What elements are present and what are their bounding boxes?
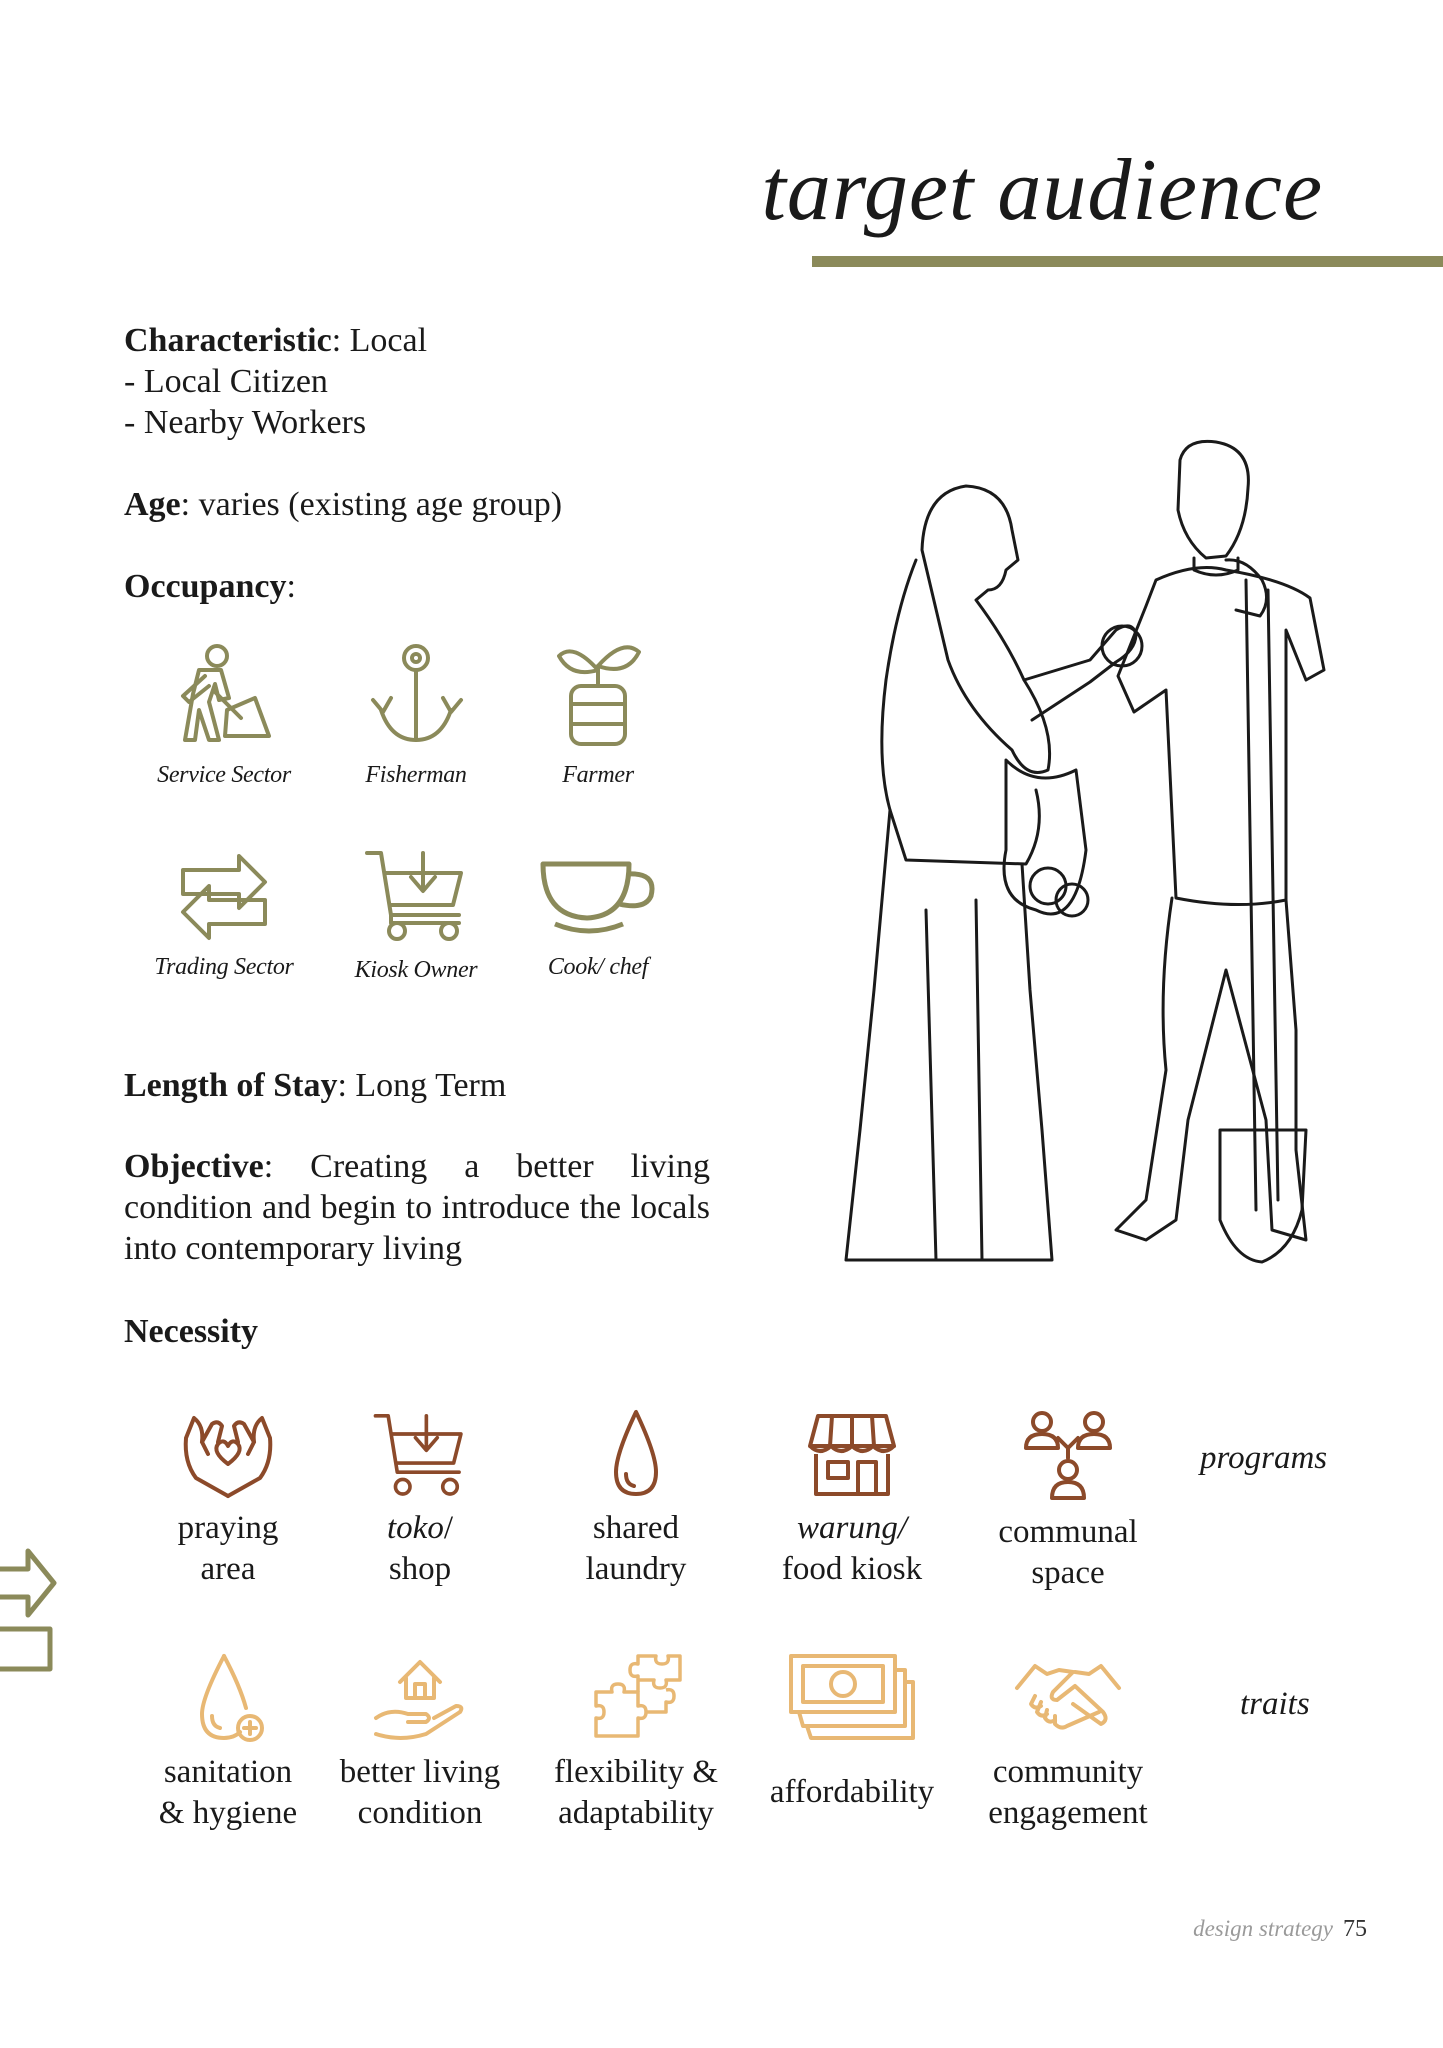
label-line-1: community — [992, 1754, 1144, 1790]
occupancy-label-text: Trading Sector — [154, 954, 294, 980]
trait-better-living-condition — [320, 1652, 520, 1834]
label-line-1: warung/ — [796, 1510, 908, 1546]
label-line-1: communal — [998, 1514, 1138, 1550]
occupancy-item-fisherman — [326, 640, 506, 789]
characteristic-value: : Local — [331, 322, 428, 359]
length-of-stay-line — [124, 1065, 506, 1106]
puzzle-icon — [586, 1652, 686, 1744]
label-line-2: space — [1031, 1555, 1105, 1591]
length-of-stay-value: : Long Term — [337, 1067, 507, 1104]
program-label — [752, 1508, 952, 1590]
characteristic-block — [124, 320, 744, 443]
page-number: 75 — [1343, 1916, 1367, 1942]
occupancy-item-farmer — [508, 640, 688, 789]
water-drop-icon — [586, 1408, 686, 1500]
program-label — [968, 1512, 1168, 1594]
label-line-1: sanitation — [163, 1754, 293, 1790]
label-line-1: shared — [592, 1510, 680, 1546]
occupancy-label-text: Service Sector — [157, 762, 291, 788]
trait-label — [320, 1752, 520, 1834]
label-line-1: affordability — [769, 1774, 935, 1810]
necessity-label: Necessity — [124, 1313, 259, 1350]
characteristic-line — [124, 320, 744, 361]
occupancy-label: Occupancy — [124, 568, 287, 605]
handshake-icon — [1013, 1652, 1123, 1744]
trait-label — [536, 1752, 736, 1834]
age-value: : varies (existing age group) — [180, 486, 563, 523]
label-line-2: & hygiene — [158, 1795, 298, 1831]
program-shared-laundry — [536, 1408, 736, 1590]
program-label — [128, 1508, 328, 1590]
programs-row-label: programs — [1200, 1440, 1328, 1476]
anchor-icon — [361, 640, 471, 750]
age-line — [124, 484, 562, 525]
trait-flexibility-adaptability — [536, 1652, 736, 1834]
characteristic-item: - Nearby Workers — [124, 404, 367, 441]
occupancy-suffix: : — [286, 568, 296, 605]
trait-sanitation-hygiene — [128, 1652, 328, 1834]
exchange-arrows-icon — [169, 852, 279, 942]
trait-label — [968, 1752, 1168, 1834]
title-underline — [812, 256, 1443, 267]
characteristic-item: - Local Citizen — [124, 363, 328, 400]
label-line-2: condition — [357, 1795, 483, 1831]
page-footer — [1193, 1916, 1367, 1943]
occupancy-item-service-sector — [134, 640, 314, 789]
objective-value: : Creating a better living condition and begin to introduce the locals into contemporary living — [124, 1148, 710, 1267]
objective-paragraph — [124, 1146, 710, 1269]
label-line-2: adaptability — [558, 1795, 714, 1831]
page-title: target audience — [761, 142, 1323, 239]
label-line-1: praying — [177, 1510, 279, 1546]
kiosk-store-icon — [802, 1408, 902, 1500]
occupancy-heading — [124, 566, 296, 607]
label-line-1: better living — [339, 1754, 501, 1790]
label-line-2: food kiosk — [781, 1551, 923, 1587]
label-line-1: toko — [387, 1510, 444, 1546]
program-label — [536, 1508, 736, 1590]
traits-row-label: traits — [1240, 1686, 1310, 1722]
people-network-icon — [1018, 1408, 1118, 1504]
trait-label — [752, 1772, 952, 1813]
plant-pot-icon — [543, 640, 653, 750]
praying-hands-heart-icon — [178, 1408, 278, 1500]
age-label: Age — [124, 486, 181, 523]
label-line-2: engagement — [988, 1795, 1148, 1831]
label-suffix: / — [443, 1510, 453, 1546]
label-line-2: shop — [388, 1551, 452, 1587]
shop-cart-icon — [370, 1408, 470, 1500]
couple-illustration — [816, 430, 1336, 1290]
trait-community-engagement — [968, 1652, 1168, 1834]
shopping-cart-icon — [361, 845, 471, 945]
characteristic-label: Characteristic — [124, 322, 332, 359]
necessity-heading — [124, 1311, 258, 1352]
occupancy-label-text: Kiosk Owner — [354, 957, 478, 983]
construction-worker-icon — [169, 640, 279, 750]
program-toko-shop — [320, 1408, 520, 1590]
hand-house-icon — [370, 1652, 470, 1744]
program-communal-space — [968, 1408, 1168, 1594]
banknotes-icon — [787, 1652, 917, 1744]
program-warung-food-kiosk — [752, 1408, 952, 1590]
program-label — [320, 1508, 520, 1590]
label-line-2: laundry — [585, 1551, 687, 1587]
occupancy-item-cook-chef — [508, 852, 688, 981]
occupancy-label-text: Fisherman — [365, 762, 467, 788]
objective-label: Objective — [124, 1148, 264, 1185]
section-arrow-icon — [0, 1545, 60, 1675]
teacup-icon — [533, 852, 663, 942]
label-line-2: area — [200, 1551, 256, 1587]
program-praying-area — [128, 1408, 328, 1590]
occupancy-item-kiosk-owner — [326, 845, 506, 984]
length-of-stay-label: Length of Stay — [124, 1067, 338, 1104]
footer-section-name: design strategy — [1193, 1916, 1333, 1941]
occupancy-label-text: Farmer — [562, 762, 634, 788]
trait-label — [128, 1752, 328, 1834]
occupancy-label-text: Cook/ chef — [547, 954, 649, 980]
drop-plus-icon — [178, 1652, 278, 1744]
trait-affordability — [752, 1652, 952, 1813]
label-line-1: flexibility & — [553, 1754, 719, 1790]
occupancy-item-trading-sector — [134, 852, 314, 981]
